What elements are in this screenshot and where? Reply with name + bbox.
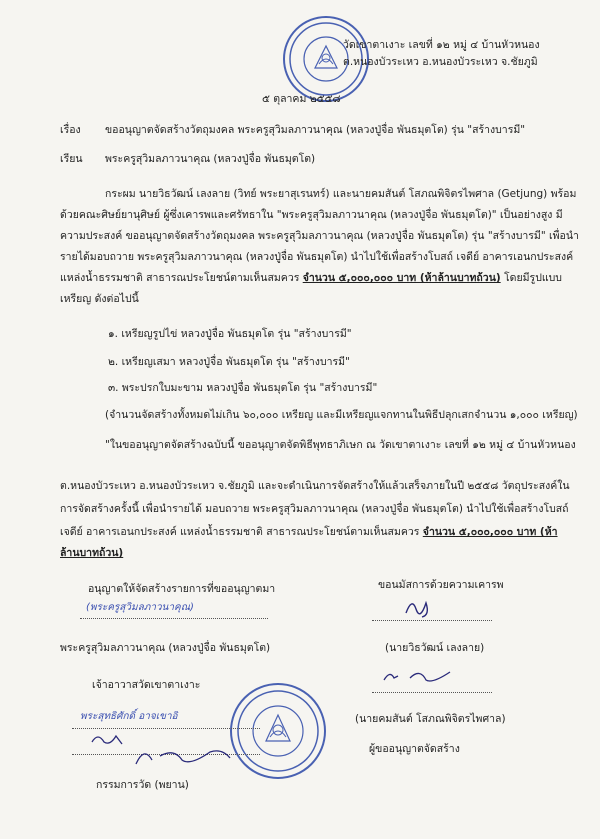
quantity-note: (จำนวนจัดสร้างทั้งหมดไม่เกิน ๖๐,๐๐๐ เหรียญ และมีเหรียญแจกทานในพิธีปลุกเสกจำนวน ๑,๐๐๐ เหรียญ): [105, 409, 578, 421]
abbot-label: เจ้าอาวาสวัดเขาตาเงาะ: [92, 679, 201, 691]
document-date: ๕ ตุลาคม ๒๕๕๘: [262, 93, 341, 105]
body-p2-line3: การจัดสร้างครั้งนี้ เพื่อนำรายได้ มอบถวาย พระครูสุวิมลภาวนาคุณ (หลวงปู่จื่อ พันธมุตโต) นำไปใช้เพื่อสร้างโบสถ์: [60, 503, 569, 515]
list-item-2: ๒. เหรียญเสมา หลวงปู่จื่อ พันธมุตโต รุ่น "สร้างบารมี": [108, 356, 350, 368]
body-p2-line4: [60, 525, 558, 539]
body-p1-line3: ความประสงค์ ขออนุญาตจัดสร้างวัตถุมงคล พระครูสุวิมลภาวนาคุณ (หลวงปู่จื่อ พันธมุตโต) รุ่น "สร้างบารมี" เพื่อนำ: [60, 230, 579, 242]
body-p1-line6: เหรียญ ดังต่อไปนี้: [60, 293, 139, 305]
subject-label: เรื่อง: [60, 124, 81, 136]
committee-label: กรรมการวัด (พยาน): [96, 779, 189, 791]
requester1-signature: [400, 595, 440, 619]
requester-role: ผู้ขออนุญาตจัดสร้าง: [369, 743, 460, 755]
body-p1-line2: ด้วยคณะศิษย์ยานุศิษย์ ผู้ซึ่งเคารพและศรัทธาใน "พระครูสุวิมลภาวนาคุณ (หลวงปู่จื่อ พันธมุตโต)" เป็นอย่างสูง มี: [60, 209, 563, 221]
requester1-name: (นายวิธวัฒน์ เลงลาย): [385, 642, 485, 654]
body-p1-line5: [60, 271, 562, 285]
body-p1-line1: กระผม นายวิธวัฒน์ เลงลาย (วิทย์ พระยาสุเรนทร์) และนายคมสันต์ โสภณพิจิตรไพศาล (Getjung) พร้อม: [105, 188, 577, 200]
recipient-text: พระครูสุวิมลภาวนาคุณ (หลวงปู่จื่อ พันธมุตโต): [105, 153, 316, 165]
body-p1-line4: รายได้มอบถวาย พระครูสุวิมลภาวนาคุณ (หลวงปู่จื่อ พันธมุตโต) นำไปใช้เพื่อสร้างโบสถ์ เจดีย์ อาคารเอนกประสงค์: [60, 251, 574, 263]
body-p2-line2: ต.หนองบัวระเหว อ.หนองบัวระเหว จ.ชัยภูมิ และจะดำเนินการจัดสร้างให้แล้วเสร็จภายในปี ๒๕๕๘ วัตถุประสงค์ใน: [60, 480, 570, 492]
monk-title: พระครูสุวิมลภาวนาคุณ (หลวงปู่จื่อ พันธมุตโต): [60, 642, 271, 654]
address-line-1: วัดเขาตาเงาะ เลขที่ ๑๒ หมู่ ๔ บ้านหัวหนอง: [343, 39, 540, 51]
respect-label: ขอนมัสการด้วยความเคารพ: [378, 579, 504, 591]
requester2-signature: [380, 664, 460, 688]
amount-highlight-1: จำนวน ๕,๐๐๐,๐๐๐ บาท (ห้าล้านบาทถ้วน): [302, 272, 501, 284]
recipient-label: เรียน: [60, 153, 83, 165]
body-p2-line4-a: เจดีย์ อาคารเอนกประสงค์ แหล่งน้ำธรรมชาติ สาธารณประโยชน์ตามเห็นสมควร: [60, 526, 420, 538]
list-item-3: ๓. พระปรกใบมะขาม หลวงปู่จื่อ พันธมุตโต รุ่น "สร้างบารมี": [108, 382, 378, 394]
monk-handwritten-signature: (พระครูสุวิมลภาวนาคุณ): [86, 602, 194, 613]
address-line-2: ต.หนองบัวระเหว อ.หนองบัวระเหว จ.ชัยภูมิ: [343, 56, 538, 68]
committee-signature-2: [130, 742, 240, 772]
body-p2-line5: ล้านบาทถ้วน): [60, 547, 124, 559]
abbot-handwritten-signature: พระสุทธิศักดิ์ อาจเขาอิ: [80, 711, 178, 722]
body-p1-line5-c: โดยมีรูปแบบ: [504, 272, 562, 284]
approve-label: อนุญาตให้จัดสร้างรายการที่ขออนุญาตมา: [88, 583, 276, 595]
amount-highlight-2: จำนวน ๕,๐๐๐,๐๐๐ บาท (ห้า: [422, 526, 558, 538]
body-p1-line5-a: แหล่งน้ำธรรมชาติ สาธารณประโยชน์ตามเห็นสมควร: [60, 272, 300, 284]
subject-text: ขออนุญาตจัดสร้างวัตถุมงคล พระครูสุวิมลภาวนาคุณ (หลวงปู่จื่อ พันธมุตโต) รุ่น "สร้างบารมี": [105, 124, 526, 136]
temple-seal-bottom: [230, 683, 326, 779]
requester2-name: (นายคมสันต์ โสภณพิจิตรไพศาล): [355, 713, 506, 725]
list-item-1: ๑. เหรียญรูปไข่ หลวงปู่จื่อ พันธมุตโต รุ่น "สร้างบารมี": [108, 328, 352, 340]
body-p2-line1: "ในขออนุญาตจัดสร้างฉบับนี้ ขออนุญาตจัดพิธีพุทธาภิเษก ณ วัดเขาตาเงาะ เลขที่ ๑๒ หมู่ ๔ บ้านหัวหนอง: [105, 439, 576, 451]
